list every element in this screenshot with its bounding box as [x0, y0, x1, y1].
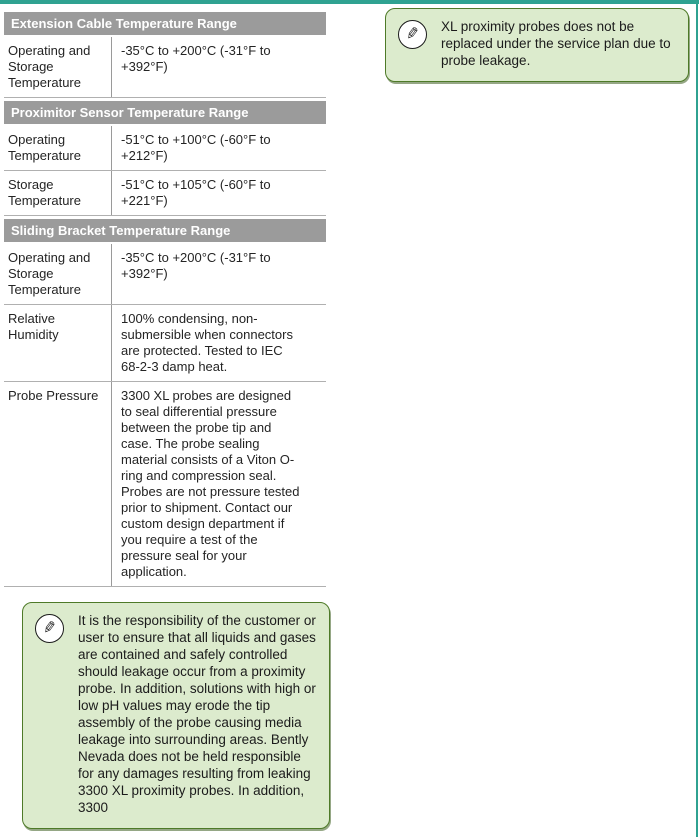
section-header-proximitor-sensor: Proximitor Sensor Temperature Range: [4, 101, 326, 124]
row-value: -35°C to +200°C (-31°F to +392°F): [111, 244, 326, 304]
note-text: XL proximity probes does not be replaced under the service plan due to probe leakage.: [441, 19, 671, 68]
row-label: Operating and Storage Temperature: [8, 250, 91, 297]
table-row: [4, 171, 326, 216]
table-row: [4, 305, 326, 382]
section-header-sliding-bracket: Sliding Bracket Temperature Range: [4, 219, 326, 242]
row-label: Relative Humidity: [8, 311, 59, 342]
row-value: -51°C to +105°C (-60°F to +221°F): [111, 171, 326, 215]
row-label: Operating Temperature: [8, 132, 81, 163]
note-box-leakage-responsibility: [22, 602, 330, 829]
note-box-service-plan: [385, 8, 689, 82]
table-row: [4, 126, 326, 171]
row-value: -51°C to +100°C (-60°F to +212°F): [111, 126, 326, 170]
section-header-extension-cable: Extension Cable Temperature Range: [4, 12, 326, 35]
row-value: 100% condensing, non-submersible when connectors are protected. Tested to IEC 68-2-3 damp heat.: [111, 305, 326, 381]
table-row: [4, 37, 326, 98]
page-top-accent-bar: [0, 0, 699, 4]
row-value: 3300 XL probes are designed to seal differential pressure between the probe tip and case. The probe sealing material consists of a Viton O-ring and compression seal. Probes are not pressure tested prior to shipment. Contact our custom design department if you require a test of the pressure seal for your application.: [111, 382, 326, 586]
row-label: Probe Pressure: [8, 388, 99, 403]
table-row: [4, 244, 326, 305]
row-label: Storage Temperature: [8, 177, 81, 208]
page-right-accent-rule: [696, 0, 698, 837]
row-value: -35°C to +200°C (-31°F to +392°F): [111, 37, 326, 97]
note-text: It is the responsibility of the customer or user to ensure that all liquids and gases are contained and safely controlled should leakage occur from a proximity probe. In addition, solutions with high or low pH values may erode the tip assembly of the probe causing media leakage into surrounding areas. Bently Nevada does not be held responsible for any damages resulting from leaking 3300 XL proximity probes. In addition, 3300: [78, 613, 316, 815]
pencil-icon: ✎: [35, 614, 64, 643]
spec-table: [4, 9, 326, 587]
row-label: Operating and Storage Temperature: [8, 43, 91, 90]
pencil-icon: ✎: [398, 20, 427, 49]
table-row: [4, 382, 326, 587]
